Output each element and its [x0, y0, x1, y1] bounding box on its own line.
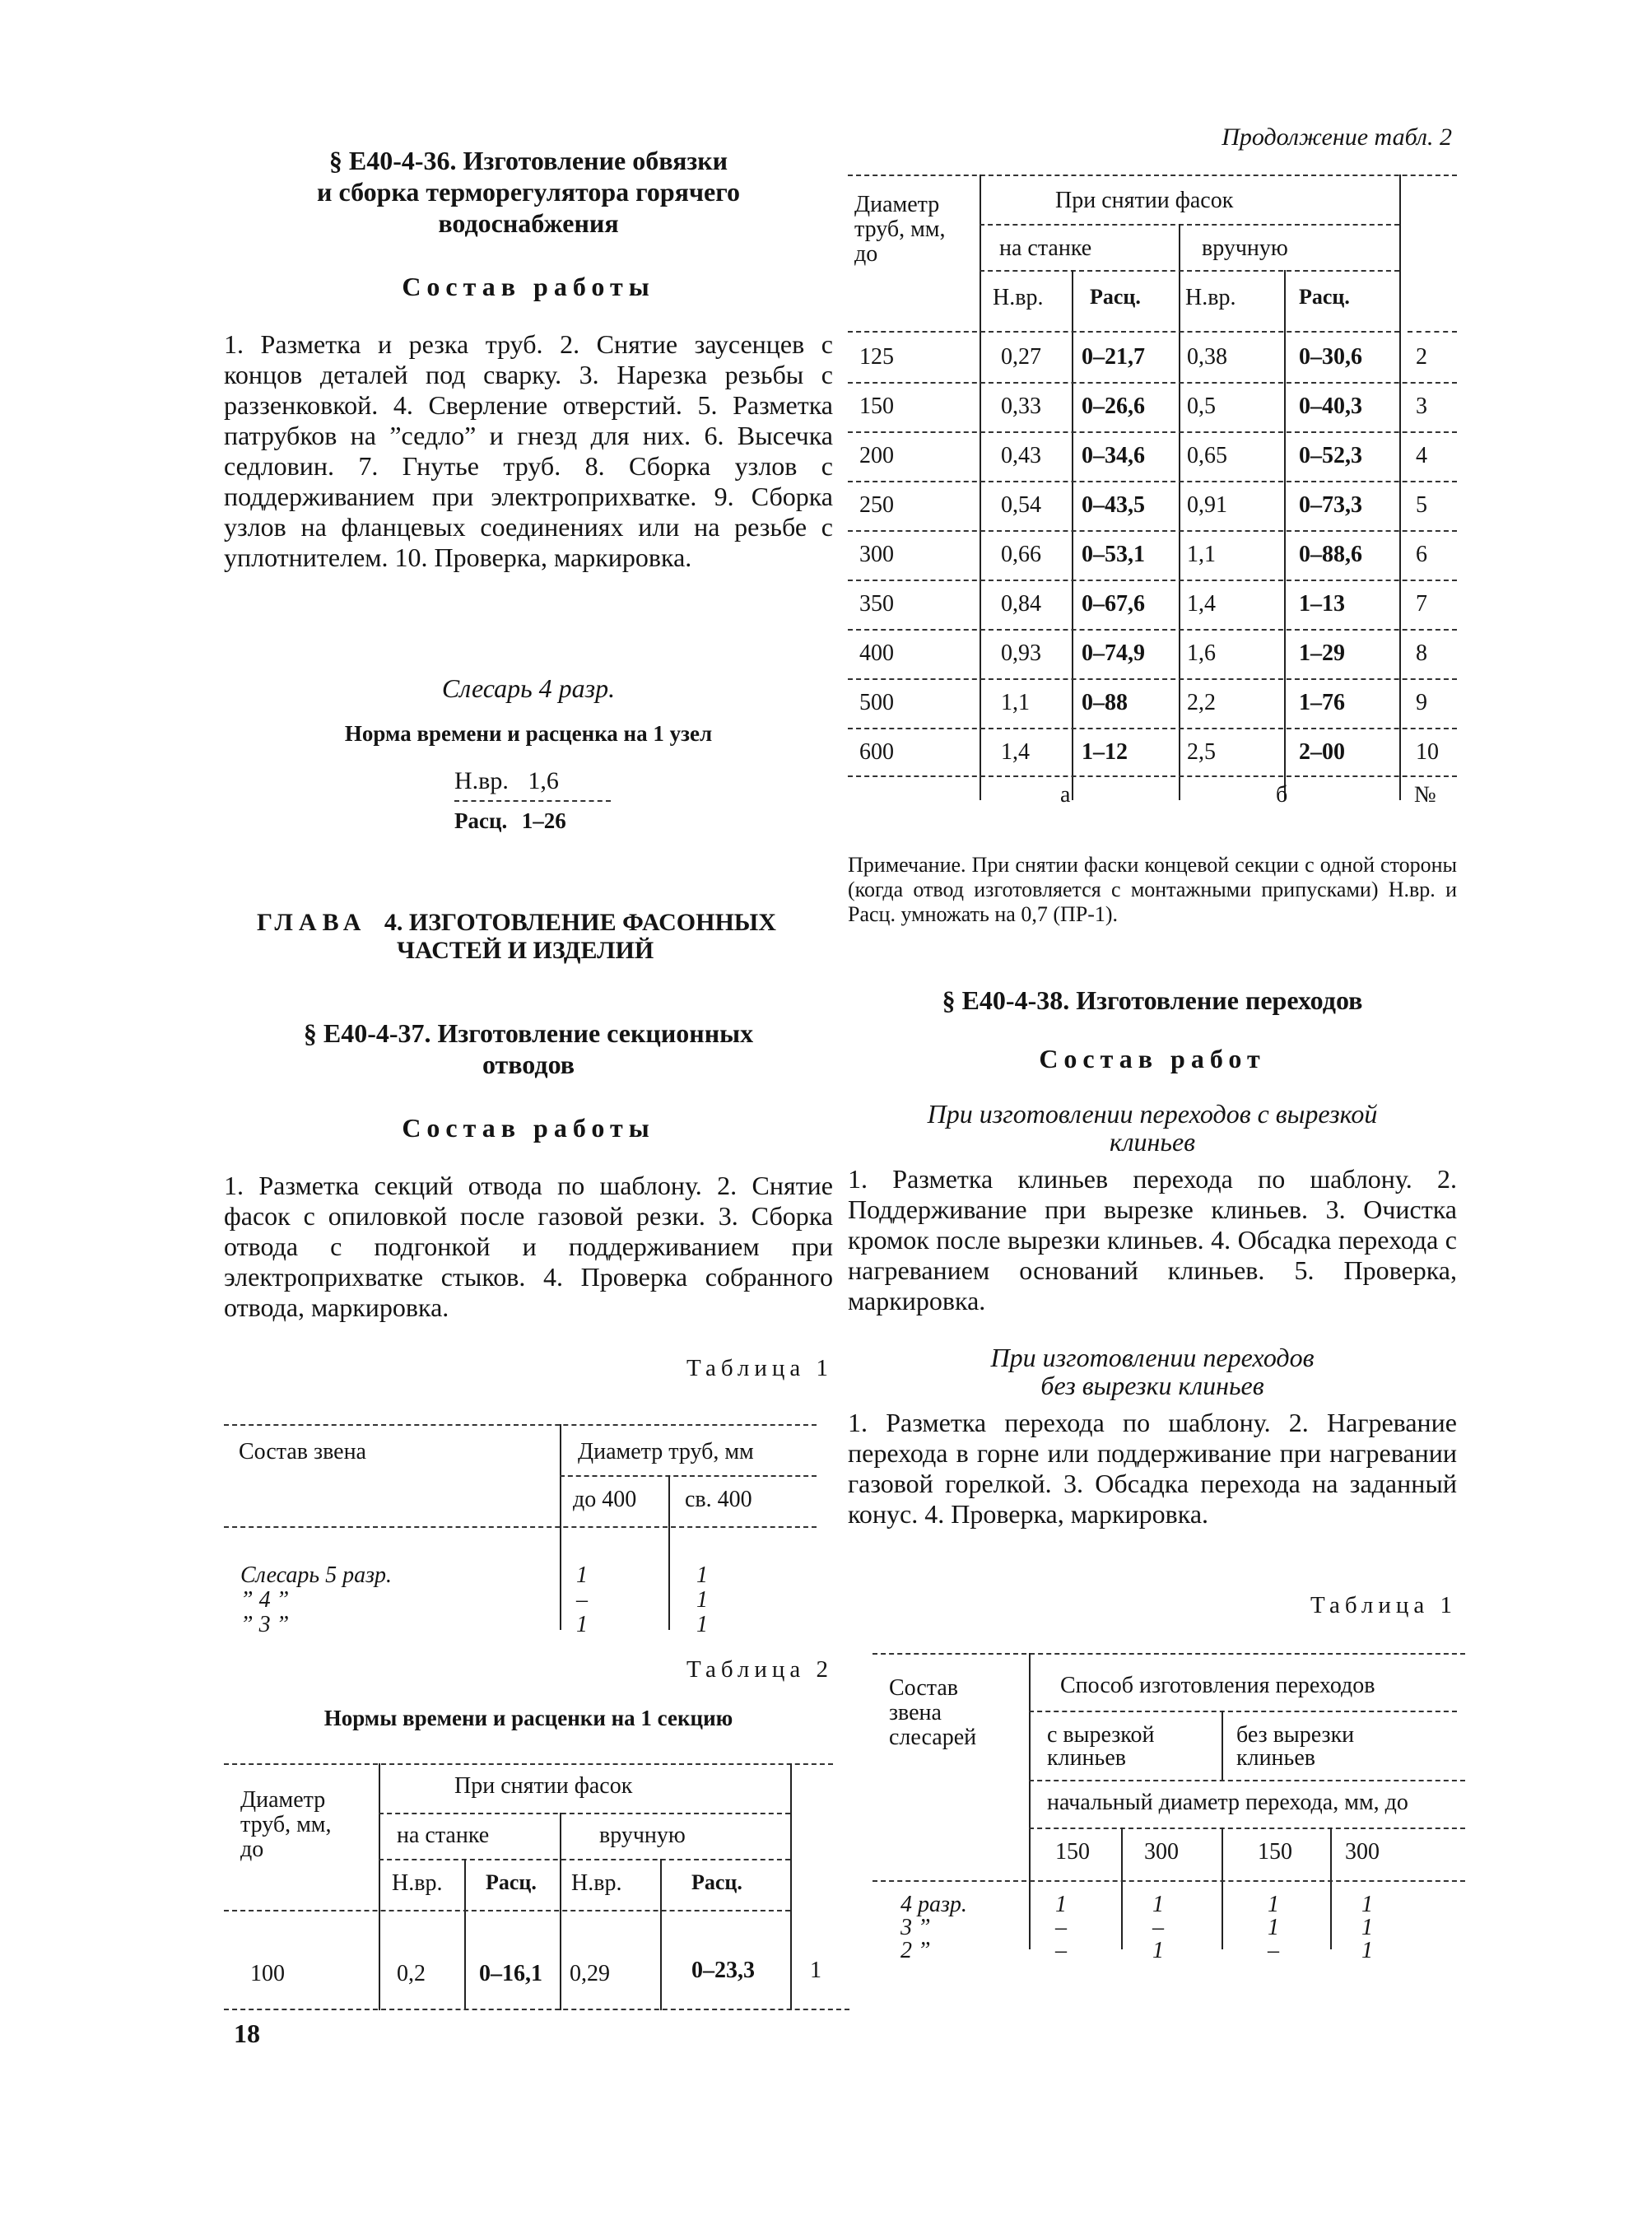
table1r-row3-d: 1 [1361, 1938, 1373, 1963]
table-2-norms [224, 1763, 849, 2018]
table2c-row-rule [848, 481, 1457, 482]
subsection-2-title-line2: без вырезки клиньев [1040, 1371, 1264, 1400]
table2c-row-rule [848, 580, 1457, 581]
table2c-col-rasc-1: Расц. [1090, 285, 1141, 309]
table2c-col-machine: на станке [999, 235, 1092, 261]
table2-vline-2 [560, 1813, 561, 2010]
table1r-d3: 150 [1258, 1839, 1292, 1865]
table2c-row4-nvr2: 0,91 [1187, 492, 1227, 518]
table2c-row7-rasc1: 0–74,9 [1082, 640, 1145, 666]
table2c-row3-nvr1: 0,43 [1001, 443, 1041, 468]
subsection-2-title-line1: При изготовлении переходов [990, 1343, 1315, 1372]
table1r-rule-4 [1029, 1828, 1465, 1829]
table2c-row1-nvr1: 0,27 [1001, 344, 1041, 370]
table2c-row5-number: 6 [1416, 542, 1427, 567]
subsection-1-title-line2: клиньев [1109, 1127, 1196, 1157]
table2c-row8-diameter: 500 [859, 690, 894, 715]
table-2-heading: Нормы времени и расценки на 1 секцию [323, 1706, 733, 1730]
section-36-body: 1. Разметка и резка труб. 2. Снятие заусенцев с концов деталей под сварку. 3. Нарезка резьбы с раззенковкой. 4. Сверление отверстий. 5. Разметка патрубков на ”седло” и гнезд для них. 6. Высечка седловин. 7. Гнутье труб. 8. Сборка узлов с поддерживанием при электроприхватке. 9. Сборка узлов на фланцевых соединениях или на резьбе с уплотнителем. 10. Проверка, маркировка. [224, 329, 833, 572]
table2-col-diameter: Диаметр труб, мм, до [240, 1787, 332, 1862]
table1r-d1: 150 [1055, 1839, 1090, 1865]
table1r-vline-4 [1330, 1828, 1332, 1949]
table2c-row4-diameter: 250 [859, 492, 894, 518]
table2-col-nvr-1: Н.вр. [392, 1870, 443, 1896]
rasc-label: Расц. [454, 808, 508, 833]
table1-col-diameter: Диаметр труб, мм [578, 1439, 754, 1464]
table1r-rule-2 [1029, 1711, 1457, 1712]
table2c-col-manual: вручную [1202, 235, 1288, 261]
table2c-row1-nvr2: 0,38 [1187, 344, 1227, 370]
table2c-row6-rasc1: 0–67,6 [1082, 591, 1145, 617]
table1r-d4: 300 [1345, 1839, 1380, 1865]
section-36-title [224, 145, 833, 239]
section-38-composition-heading: Состав работ [1039, 1044, 1266, 1073]
table2-vline-1 [379, 1763, 380, 2010]
table2c-row-rule [848, 728, 1457, 729]
table2-top-rule [224, 1763, 833, 1765]
table1r-row1-c: 1 [1268, 1892, 1279, 1917]
table2c-row2-rasc2: 0–40,3 [1299, 393, 1362, 419]
table2c-row4-rasc1: 0–43,5 [1082, 492, 1145, 518]
table2c-foot-a: а [1060, 782, 1071, 808]
table1r-row2-name: 3 ” [900, 1915, 931, 1940]
table1r-row2-b: – [1152, 1915, 1164, 1940]
table2c-row8-rasc2: 1–76 [1299, 690, 1345, 715]
table2c-row3-rasc2: 0–52,3 [1299, 443, 1362, 468]
rasc-value: 1–26 [521, 808, 566, 833]
chapter-label: ГЛАВА [257, 909, 367, 936]
table2-col-manual: вручную [599, 1823, 686, 1848]
table2-rule-2 [379, 1813, 790, 1814]
table2c-row7-nvr1: 0,93 [1001, 640, 1041, 666]
section-37-title [224, 1017, 833, 1080]
section-36-title-line1: § Е40-4-36. Изготовление обвязки [328, 146, 728, 175]
table2c-row2-number: 3 [1416, 393, 1427, 419]
table2c-row6-number: 7 [1416, 591, 1427, 617]
table2c-row-rule [848, 431, 1457, 433]
table2-row1-rasc2: 0–23,3 [691, 1958, 755, 1983]
chapter-4-heading [257, 909, 849, 965]
table2c-header-rule [848, 331, 1399, 333]
table2c-row9-rasc2: 2–00 [1299, 739, 1345, 765]
table2c-vline-right [1399, 175, 1401, 800]
table2c-row6-diameter: 350 [859, 591, 894, 617]
table1-row1-a: 1 [576, 1562, 588, 1588]
table2-vline-4 [660, 1859, 662, 2010]
section-36-composition-heading: Состав работы [402, 272, 655, 301]
table1-row2-name: ” 4 ” [240, 1587, 290, 1613]
table1-row2-b: 1 [696, 1587, 708, 1613]
table2-row1-rasc1: 0–16,1 [479, 1961, 542, 1986]
table2c-row5-nvr1: 0,66 [1001, 542, 1041, 567]
table1r-col-with: с вырезкой клиньев [1047, 1722, 1155, 1771]
table2c-foot-number: № [1414, 782, 1436, 808]
table-2-note: Примечание. При снятии фаски концевой секции с одной стороны (когда отвод изготовляется с монтажными припусками) Н.вр. и Расц. умножать на 0,7 (ПР-1). [848, 853, 1457, 926]
table2c-top-rule [848, 175, 1457, 176]
table2c-foot-b: б [1276, 782, 1288, 808]
table1r-row1-name: 4 разр. [900, 1892, 967, 1917]
section-36-norm-block [454, 767, 635, 835]
table1r-top-rule [873, 1653, 1465, 1655]
table2c-row2-rasc1: 0–26,6 [1082, 393, 1145, 419]
subsection-2-title [848, 1343, 1457, 1399]
table2-row1-number: 1 [810, 1958, 821, 1983]
table2-row1-nvr2: 0,29 [570, 1961, 610, 1986]
table2c-header-rule-tail [1408, 331, 1457, 333]
table2c-row6-nvr1: 0,84 [1001, 591, 1041, 617]
table2c-row9-nvr1: 1,4 [1001, 739, 1030, 765]
table1-row1-name: Слесарь 5 разр. [240, 1562, 393, 1588]
table2c-row6-nvr2: 1,4 [1187, 591, 1216, 617]
table2c-rule-2 [980, 224, 1399, 226]
table1r-header-rule [873, 1880, 1465, 1882]
section-37-title-line2: отводов [482, 1050, 575, 1079]
table2c-row-rule [848, 629, 1457, 631]
table2c-row1-diameter: 125 [859, 344, 894, 370]
table-2-continued [848, 175, 1457, 825]
table2c-row-rule [848, 678, 1457, 680]
table1-header-rule [224, 1526, 817, 1528]
table1r-row3-c: – [1268, 1938, 1279, 1963]
table2c-row3-number: 4 [1416, 443, 1427, 468]
table2c-col-rasc-2: Расц. [1299, 285, 1350, 309]
table2c-row9-rasc1: 1–12 [1082, 739, 1128, 765]
table-1-transitions [873, 1653, 1465, 1966]
table2c-row8-rasc1: 0–88 [1082, 690, 1128, 715]
table1r-rule-3 [1029, 1780, 1465, 1781]
table1-vline-2 [668, 1475, 670, 1630]
table2-rule-3 [379, 1859, 790, 1860]
table-2-label: Таблица 2 [686, 1656, 833, 1683]
section-36-title-line2: и сборка терморегулятора горячего [317, 177, 740, 207]
table2c-row5-diameter: 300 [859, 542, 894, 567]
table2c-row9-diameter: 600 [859, 739, 894, 765]
table2c-row1-rasc2: 0–30,6 [1299, 344, 1362, 370]
table1r-vline-1 [1029, 1653, 1031, 1949]
table2c-row3-nvr2: 0,65 [1187, 443, 1227, 468]
nvr-value: 1,6 [528, 767, 559, 794]
table-1-composition [224, 1424, 833, 1646]
table1r-col-method: Способ изготовления переходов [1060, 1673, 1375, 1698]
table2c-row7-number: 8 [1416, 640, 1427, 666]
table2c-vline-1 [980, 175, 981, 800]
table1-col-upto: до 400 [573, 1487, 637, 1512]
table2c-bottom-rule [848, 775, 1457, 777]
table1r-vline-mid [1222, 1711, 1223, 1780]
table2c-row9-number: 10 [1416, 739, 1439, 765]
subsection-1-title [848, 1100, 1457, 1156]
table1r-col-without: без вырезки клиньев [1236, 1722, 1355, 1771]
table2c-row3-rasc1: 0–34,6 [1082, 443, 1145, 468]
table2c-row7-rasc2: 1–29 [1299, 640, 1345, 666]
table1r-row2-a: – [1055, 1915, 1067, 1940]
table2c-row7-diameter: 400 [859, 640, 894, 666]
table1r-row2-d: 1 [1361, 1915, 1373, 1940]
table2c-row2-nvr2: 0,5 [1187, 393, 1216, 419]
table2c-row4-number: 5 [1416, 492, 1427, 518]
table2c-row3-diameter: 200 [859, 443, 894, 468]
table2c-row8-nvr1: 1,1 [1001, 690, 1030, 715]
table-1-right-label: Таблица 1 [1310, 1592, 1457, 1618]
table1r-row2-c: 1 [1268, 1915, 1279, 1940]
table1r-row1-a: 1 [1055, 1892, 1067, 1917]
table1r-row3-a: – [1055, 1938, 1067, 1963]
table1r-row1-b: 1 [1152, 1892, 1164, 1917]
table2c-col-chamfer: При снятии фасок [1055, 188, 1234, 213]
table1r-col-initial: начальный диаметр перехода, мм, до [1047, 1790, 1408, 1815]
table2-vline-3 [464, 1859, 466, 2010]
table1-row1-b: 1 [696, 1562, 708, 1588]
table2-header-rule [224, 1910, 790, 1911]
table2c-vline-3 [1072, 270, 1073, 800]
table2-col-rasc-1: Расц. [486, 1870, 537, 1894]
table2-bottom-rule [224, 2009, 849, 2010]
table2c-row5-nvr2: 1,1 [1187, 542, 1216, 567]
table2c-row4-nvr1: 0,54 [1001, 492, 1041, 518]
table2c-col-nvr-1: Н.вр. [993, 285, 1044, 310]
table2c-row5-rasc1: 0–53,1 [1082, 542, 1145, 567]
table2c-vline-4 [1284, 270, 1286, 800]
table2-col-machine: на станке [397, 1823, 490, 1848]
table2c-row2-diameter: 150 [859, 393, 894, 419]
subsection-1-title-line1: При изготовлении переходов с вырезкой [927, 1099, 1378, 1129]
table1r-col-composition: Состав звена слесарей [889, 1675, 977, 1750]
table2c-col-nvr-2: Н.вр. [1185, 285, 1236, 310]
section-36-norm-heading: Норма времени и расценка на 1 узел [344, 721, 713, 746]
section-37-composition-heading: Состав работы [402, 1113, 655, 1143]
section-37-title-line1: § Е40-4-37. Изготовление секционных [303, 1018, 754, 1048]
table1r-d2: 300 [1144, 1839, 1179, 1865]
table1-col-over: св. 400 [685, 1487, 752, 1512]
table2c-row1-number: 2 [1416, 344, 1427, 370]
chapter-title-line1: 4. ИЗГОТОВЛЕНИЕ ФАСОННЫХ [384, 909, 776, 936]
table2c-row8-nvr2: 2,2 [1187, 690, 1216, 715]
table2c-rule-3 [980, 270, 1399, 272]
table1-row3-name: ” 3 ” [240, 1612, 290, 1637]
subsection-1-body: 1. Разметка клиньев перехода по шаблону. 2. Поддерживание при вырезке клиньев. 3. Очистка кромок после вырезки клиньев. 4. Обсадка перехода с нагреванием оснований клиньев. 5. Проверка, маркировка. [848, 1164, 1457, 1315]
table1-col-composition: Состав звена [239, 1439, 366, 1464]
table-1-label: Таблица 1 [686, 1355, 833, 1381]
table2c-row1-rasc1: 0–21,7 [1082, 344, 1145, 370]
table-continuation-label: Продолжение табл. 2 [1222, 123, 1452, 151]
table2-row1-nvr1: 0,2 [397, 1961, 426, 1986]
norm-divider [454, 800, 611, 802]
subsection-2-body: 1. Разметка перехода по шаблону. 2. Нагревание перехода в горне или поддерживание при нагревании газовой горелкой. 3. Обсадка перехода на заданный конус. 4. Проверка, маркировка. [848, 1408, 1457, 1529]
table2c-row7-nvr2: 1,6 [1187, 640, 1216, 666]
table1r-row3-b: 1 [1152, 1938, 1164, 1963]
table1-row3-b: 1 [696, 1612, 708, 1637]
table2-col-nvr-2: Н.вр. [571, 1870, 622, 1896]
table2c-row2-nvr1: 0,33 [1001, 393, 1041, 419]
table1-top-rule [224, 1424, 817, 1426]
table2-col-chamfer: При снятии фасок [454, 1773, 633, 1799]
table1r-vline-3 [1222, 1828, 1223, 1949]
table2c-row-rule [848, 382, 1457, 384]
table1r-vline-2 [1121, 1828, 1123, 1949]
table2-vline-right [790, 1763, 792, 2010]
table1r-row3-name: 2 ” [900, 1938, 931, 1963]
table1r-row1-d: 1 [1361, 1892, 1373, 1917]
table1-row2-a: – [576, 1587, 588, 1613]
table2c-col-diameter: Диаметр труб, мм, до [854, 192, 946, 267]
table2c-row6-rasc2: 1–13 [1299, 591, 1345, 617]
chapter-title-line2: ЧАСТЕЙ И ИЗДЕЛИЙ [397, 937, 654, 964]
table2c-row4-rasc2: 0–73,3 [1299, 492, 1362, 518]
nvr-label: Н.вр. [454, 767, 509, 794]
table2c-row5-rasc2: 0–88,6 [1299, 542, 1362, 567]
table2c-row8-number: 9 [1416, 690, 1427, 715]
section-36-worker: Слесарь 4 разр. [441, 673, 616, 703]
table2c-row-rule [848, 530, 1457, 532]
section-37-body: 1. Разметка секций отвода по шаблону. 2. Снятие фасок с опиловкой после газовой резки. 3. Сборка отвода с подгонкой и поддерживанием при электроприхватке стыков. 4. Проверка собранного отвода, маркировка. [224, 1171, 833, 1322]
page-number: 18 [234, 2018, 260, 2048]
table2-col-rasc-2: Расц. [691, 1870, 742, 1894]
table1-mid-rule [560, 1475, 817, 1477]
section-36-title-line3: водоснабжения [438, 208, 619, 238]
table1-row3-a: 1 [576, 1612, 588, 1637]
table2c-vline-2 [1179, 224, 1180, 800]
table2-row1-diameter: 100 [250, 1961, 285, 1986]
table2c-row9-nvr2: 2,5 [1187, 739, 1216, 765]
section-38-title: § Е40-4-38. Изготовление переходов [942, 985, 1363, 1015]
